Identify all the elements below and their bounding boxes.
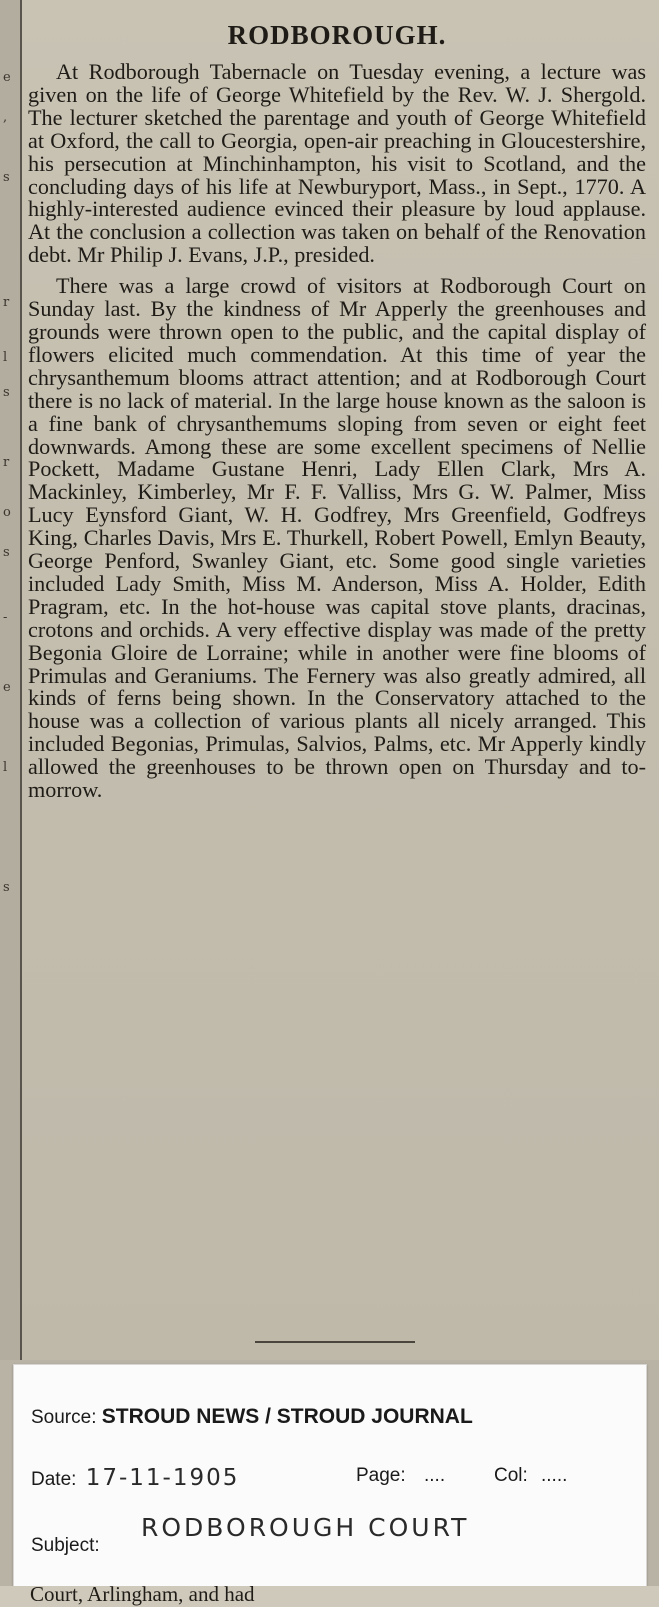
margin-glyph: l: [3, 760, 8, 775]
margin-glyph: -: [3, 610, 8, 625]
article-paragraph-1: At Rodborough Tabernacle on Tuesday evening, a lecture was given on the life of George Whitefield by the Rev. W. J. Shergold. The lecturer sketched the parentage and youth of George Whitefield at Oxford, the call to Georgia, open-air preaching in Gloucestershire, his persecution at Minchinhampton, his visit to Scotland, and the concluding days of his life at Newburyport, Mass., in Sept., 1770. A highly-interested audience evinced their pleasure by loud applause. At the conclusion a collection was taken on behalf of the Renovation debt. Mr Philip J. Evans, J.P., presided.: [28, 59, 646, 268]
col-label: Col:: [494, 1465, 528, 1486]
margin-glyph: r: [3, 455, 10, 470]
margin-glyph: ,: [3, 110, 8, 125]
source-row: [31, 1405, 473, 1429]
article: [28, 14, 646, 810]
subject-row: [31, 1501, 631, 1561]
next-article-text: Court, Arlingham, and had: [30, 1586, 255, 1606]
subject-label: Subject:: [31, 1535, 100, 1556]
date-value: 17-11-1905: [85, 1465, 240, 1491]
next-article-strip: [0, 1586, 659, 1607]
source-label: Source:: [31, 1407, 97, 1428]
margin-glyph: s: [3, 545, 10, 560]
margin-glyph: s: [3, 170, 10, 185]
date-label: Date:: [31, 1469, 77, 1490]
col-value: .....: [541, 1465, 568, 1486]
page-value: ....: [424, 1465, 446, 1486]
margin-glyph: s: [3, 385, 10, 400]
page-label: Page:: [356, 1465, 406, 1486]
date-row: [31, 1465, 631, 1491]
article-headline: RODBOROUGH.: [227, 20, 447, 50]
adjacent-column-strip: [0, 0, 22, 1360]
source-value: STROUD NEWS / STROUD JOURNAL: [101, 1405, 473, 1428]
margin-glyph: s: [3, 880, 10, 895]
margin-glyph: l: [3, 350, 8, 365]
end-rule: [255, 1341, 415, 1343]
margin-glyph: e: [3, 680, 11, 695]
margin-glyph: e: [3, 70, 11, 85]
archive-label-card: [13, 1364, 647, 1588]
margin-glyph: o: [3, 505, 11, 520]
subject-value: RODBOROUGH COURT: [141, 1513, 470, 1542]
margin-glyph: r: [3, 295, 10, 310]
article-paragraph-2: There was a large crowd of visitors at Rodborough Court on Sunday last. By the kindness of Mr Apperly the greenhouses and grounds were thrown open to the public, and the capital display of flowers elicited much commendation. At this time of year the chrysanthemum blooms attract attention; and at Rodborough Court there is no lack of material. In the large house known as the saloon is a fine bank of chrysanthemums sloping from seven or eight feet downwards. Among these are some excellent specimens of Nellie Pockett, Madame Gustane Henri, Lady Ellen Clark, Mrs A. Mackinley, Kimberley, Mr F. F. Valliss, Mrs G. W. Palmer, Miss Lucy Eynsford Giant, W. H. Godfrey, Mrs Greenfield, Godfreys King, Charles Davis, Mrs E. Thurkell, Robert Powell, Emlyn Beauty, George Penford, Swanley Giant, etc. Some good single varieties included Lady Smith, Miss M. Anderson, Miss A. Holder, Edith Pragram, etc. In the hot-house was capital stove plants, dracinas, crotons and orchids. A very effective display was made of the pretty Begonia Gloire de Lorraine; while in another were fine blooms of Primulas and Geraniums. The Fernery was also greatly admired, all kinds of ferns being shown. In the Conservatory attached to the house was a collection of various plants all nicely arranged. This included Begonias, Primulas, Salvios, Palms, etc. Mr Apperly kindly allowed the greenhouses to be thrown open on Thursday and to-morrow.: [28, 273, 646, 803]
